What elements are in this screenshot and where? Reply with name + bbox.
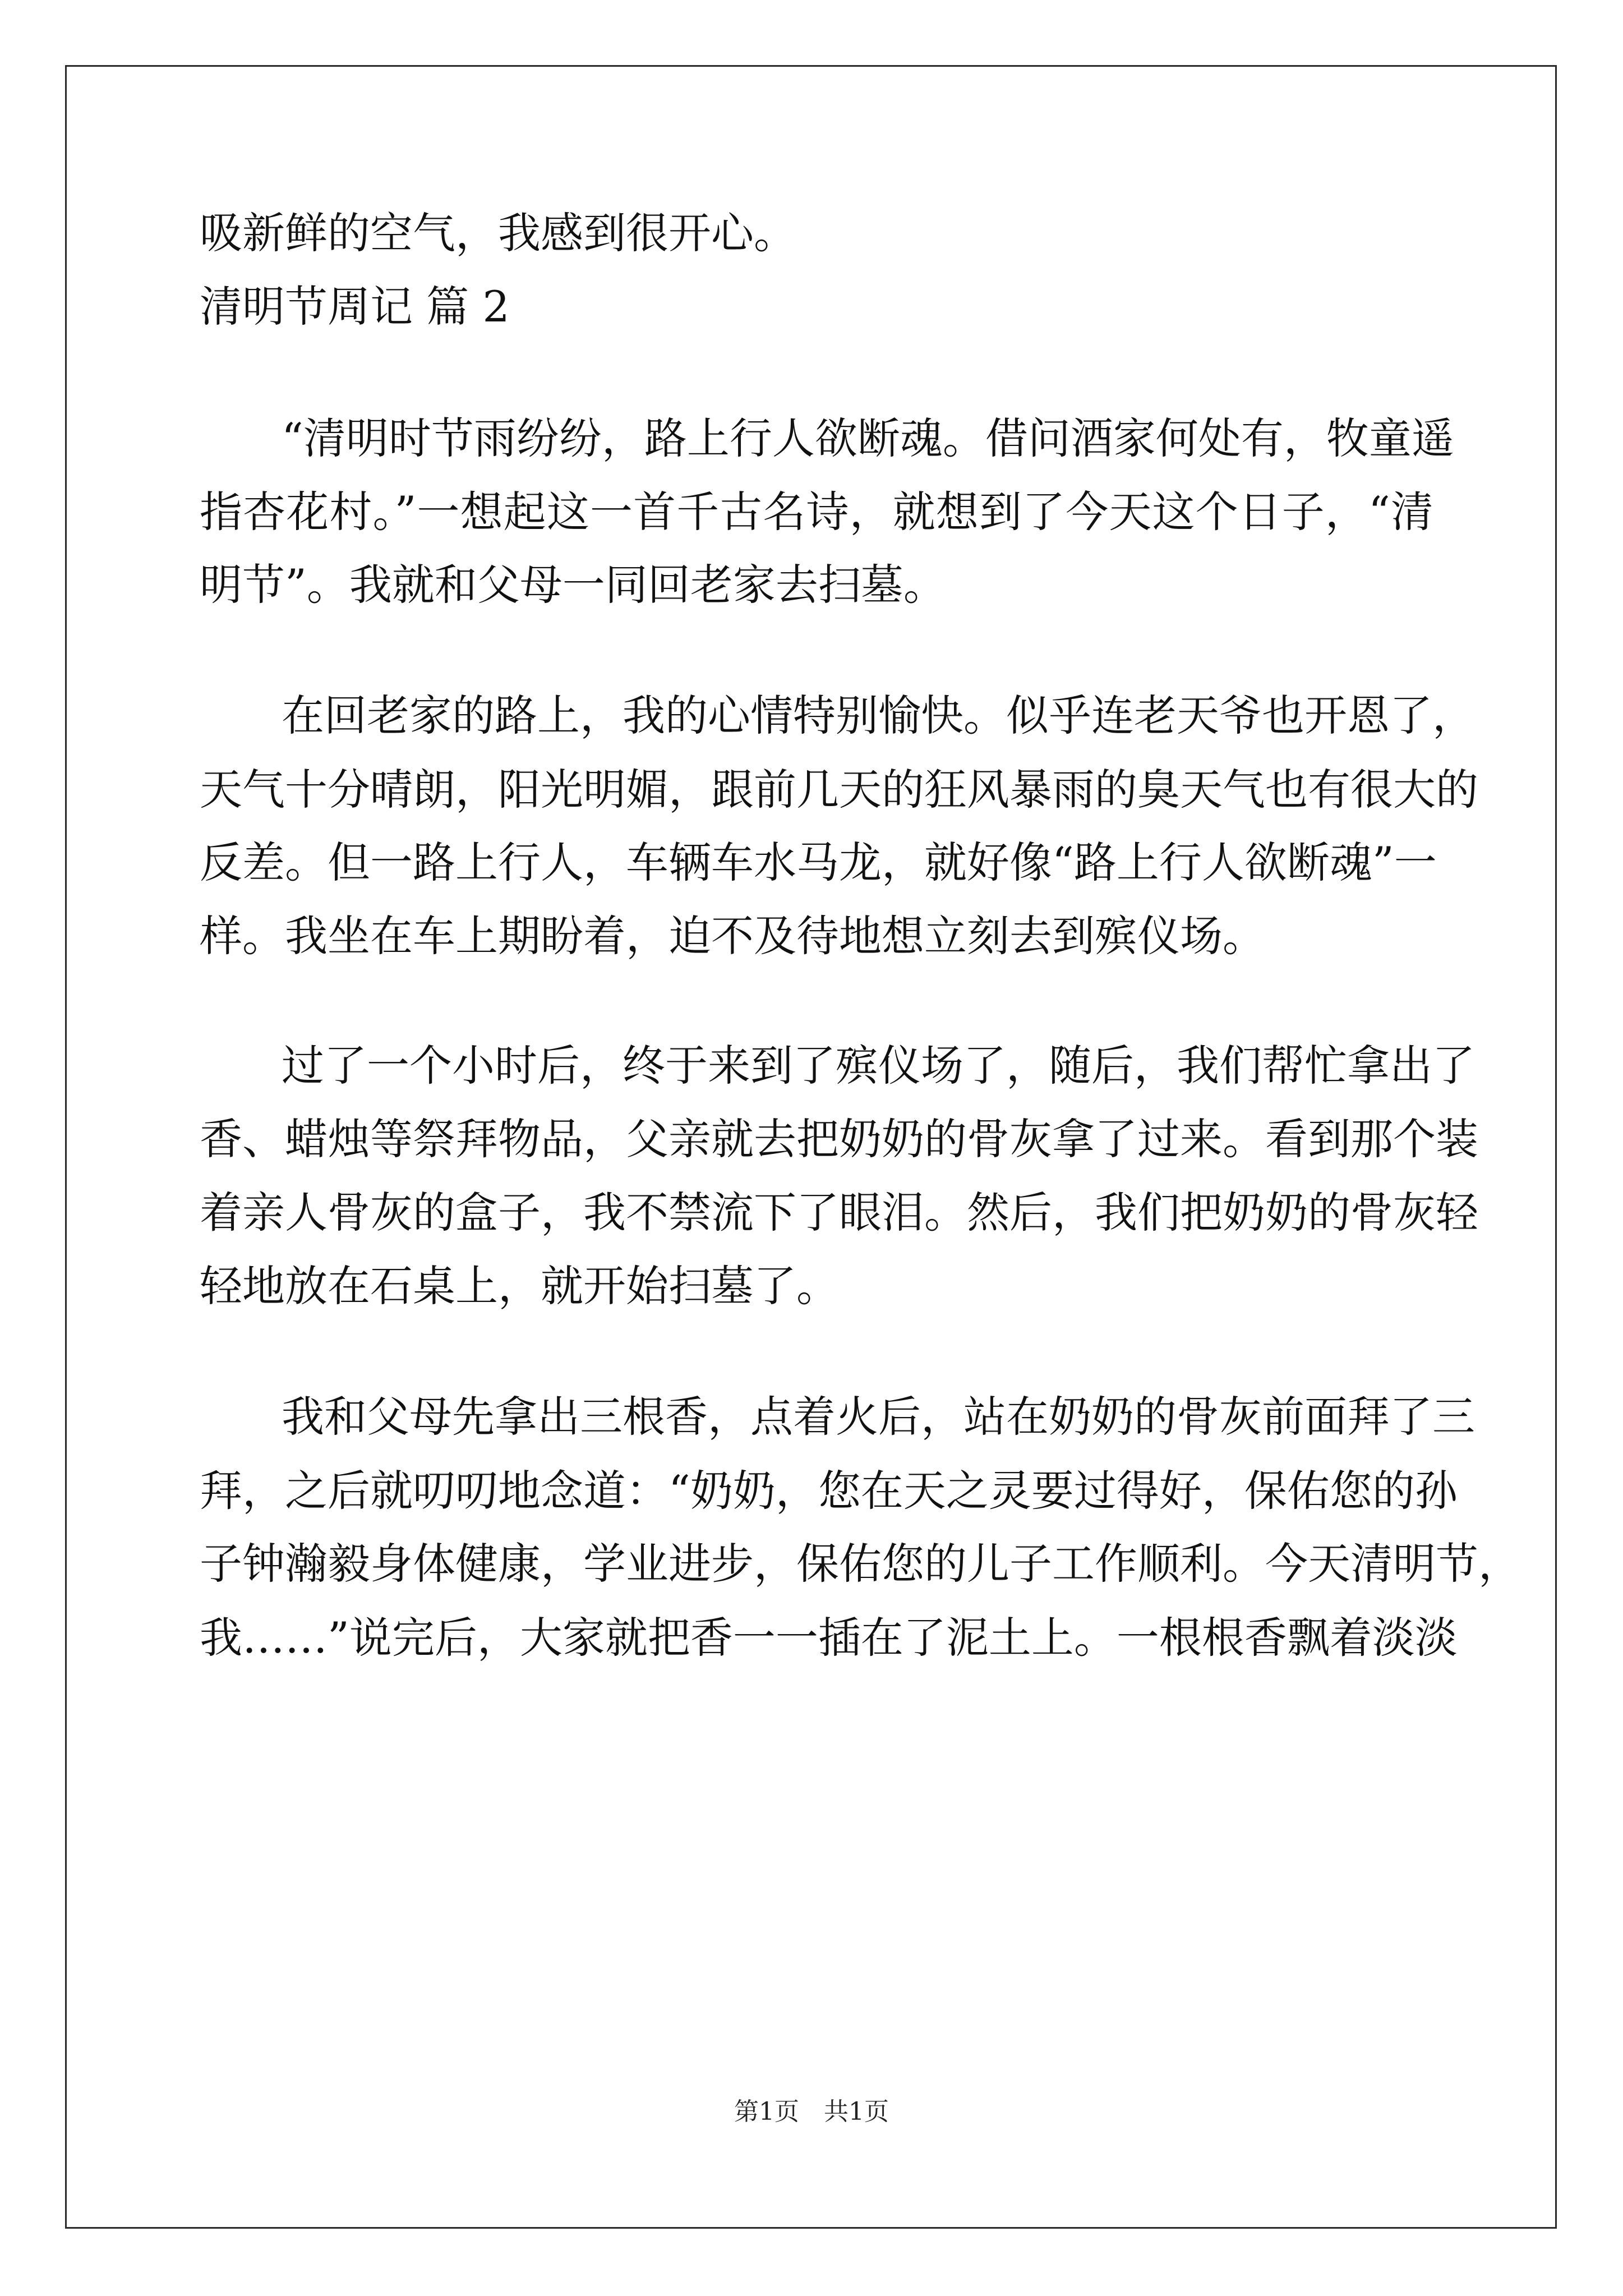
paragraph-line: 样。我坐在车上期盼着，迫不及待地想立刻去到殡仪场。 [200,911,1265,961]
paragraph-line: 明节”。我就和父母一同回老家去扫墓。 [200,560,946,610]
paragraph-line: 反差。但一路上行人，车辆车水马龙，就好像“路上行人欲断魂”一 [200,838,1437,887]
paragraph-line: 吸新鲜的空气，我感到很开心。 [200,208,796,258]
paragraph-line: 着亲人骨灰的盒子，我不禁流下了眼泪。然后，我们把奶奶的骨灰轻 [200,1188,1478,1237]
page-number-label: 第1页 共1页 [734,2097,889,2126]
paragraph-line: 天气十分晴朗，阳光明媚，跟前几天的狂风暴雨的臭天气也有很大的 [200,765,1478,815]
paragraph-line: 子钟瀚毅身体健康，学业进步，保佑您的儿子工作顺利。今天清明节， [200,1539,1521,1589]
section-heading: 清明节周记 篇 2 [200,282,510,332]
paragraph-line: 轻地放在石桌上，就开始扫墓了。 [200,1261,839,1311]
paragraph-line: 过了一个小时后，终于来到了殡仪场了，随后，我们帮忙拿出了 [282,1041,1475,1091]
paragraph-line: 我……”说完后，大家就把香一一插在了泥土上。一根根香飘着淡淡 [200,1613,1458,1663]
paragraph-line: 我和父母先拿出三根香，点着火后，站在奶奶的骨灰前面拜了三 [282,1392,1475,1442]
paragraph-line: 香、蜡烛等祭拜物品，父亲就去把奶奶的骨灰拿了过来。看到那个装 [200,1114,1478,1164]
paragraph-line: 在回老家的路上，我的心情特别愉快。似乎连老天爷也开恩了， [282,691,1475,740]
paragraph-line: 拜，之后就叨叨地念道：“奶奶，您在天之灵要过得好，保佑您的孙 [200,1466,1458,1516]
paragraph-line: “清明时节雨纷纷，路上行人欲断魂。借问酒家何处有，牧童遥 [282,413,1454,463]
page-footer [0,2095,1623,2129]
paragraph-line: 指杏花村。”一想起这一首千古名诗，就想到了今天这个日子，“清 [200,487,1433,537]
